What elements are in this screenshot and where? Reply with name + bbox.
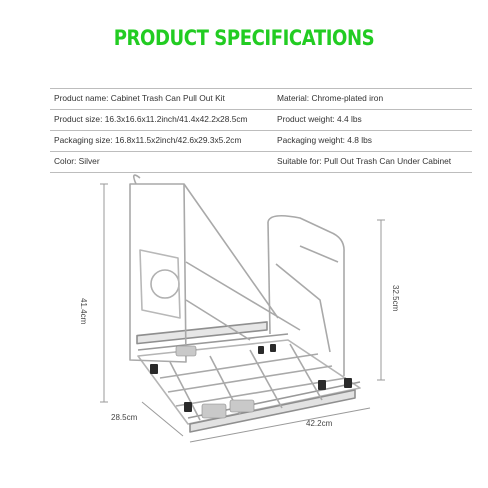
spec-suitable-for: Suitable for: Pull Out Trash Can Under Cabinet — [277, 156, 452, 166]
spec-table — [50, 88, 472, 173]
rail-bracket — [202, 404, 226, 418]
clip — [150, 364, 158, 374]
dim-label-height-front: 41.4cm — [79, 298, 88, 325]
spec-color: Color: Silver — [54, 156, 100, 166]
clip — [184, 402, 192, 412]
page-title: PRODUCT SPECIFICATIONS — [113, 26, 375, 50]
dim-label-width: 42.2cm — [306, 419, 333, 428]
trash-rack — [130, 175, 360, 432]
clip — [258, 346, 264, 354]
dim-label-depth: 28.5cm — [111, 413, 138, 422]
spec-product-name: Product name: Cabinet Trash Can Pull Out Kit — [54, 93, 225, 103]
spec-product-weight: Product weight: 4.4 lbs — [277, 114, 362, 124]
spec-packaging-weight: Packaging weight: 4.8 lbs — [277, 135, 372, 145]
spec-row — [50, 88, 472, 110]
rail-bracket — [230, 400, 254, 412]
spec-product-size: Product size: 16.3x16.6x11.2inch/41.4x42.2x28.5cm — [54, 114, 248, 124]
spec-row — [50, 131, 472, 152]
product-illustration — [0, 170, 488, 488]
clip — [270, 344, 276, 352]
spec-row — [50, 110, 472, 131]
rail-bracket — [176, 346, 196, 356]
dim-label-height-back: 32.5cm — [391, 285, 400, 312]
clip — [344, 378, 352, 388]
dim-line-depth — [142, 402, 183, 436]
spec-material: Material: Chrome-plated iron — [277, 93, 384, 103]
clip — [318, 380, 326, 390]
spec-packaging-size: Packaging size: 16.8x11.5x2inch/42.6x29.3x5.2cm — [54, 135, 242, 145]
